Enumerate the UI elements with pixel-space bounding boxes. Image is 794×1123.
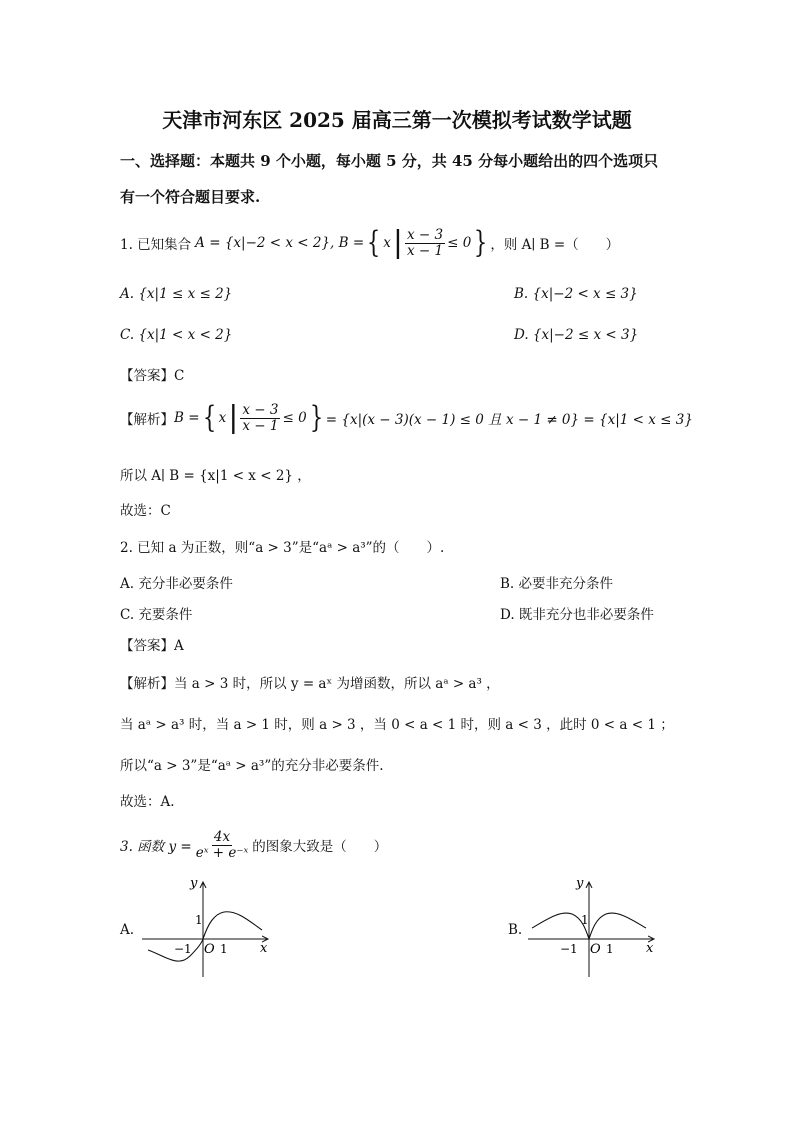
q1-stem: 1. 已知集合 A = {x|−2 < x < 2} , B = { x | $\frac{x - 3}{x - 1}$ ≤ 0 } ，则 A∣ B =（ ） — [120, 225, 620, 260]
q1-so: 所以 A∣ B = {x|1 < x < 2} ， — [120, 468, 311, 484]
q2-answer: 【答案】A — [120, 638, 184, 654]
q1-analysis-rest: = {x|(x − 3)(x − 1) ≤ 0 且 x − 1 ≠ 0} = {x|1 < x ≤ 3} — [325, 412, 693, 428]
q2-stem: 2. 已知 a 为正数，则“a > 3”是“aᵃ > a³”的（ ）. — [120, 540, 445, 556]
graph-b — [526, 872, 662, 982]
q2-analysis-line1: 【解析】当 a > 3 时，所以 y = aˣ 为增函数，所以 aᵃ > a³ ， — [120, 676, 500, 692]
q1-analysis-tail: ≤ 0 — [282, 410, 307, 426]
q1-suffix: ，则 A∣ B =（ ） — [490, 237, 620, 253]
page-title: 天津市河东区 2025 届高三第一次模拟考试数学试题 — [162, 108, 632, 132]
graph-b-ylabel: y — [576, 876, 584, 891]
bar: | — [392, 225, 403, 260]
graph-b-tick-xneg1: −1 — [560, 942, 578, 956]
graph-a-label: A. — [120, 922, 135, 938]
right-brace: } — [474, 225, 488, 260]
q1-setB-head: , B = — [330, 235, 365, 251]
q2-option-a: A. 充分非必要条件 — [120, 576, 233, 592]
q1-option-d: D. {x|−2 ≤ x < 3} — [514, 327, 639, 343]
q3-suffix: 的图象大致是（ ） — [252, 839, 388, 855]
q3-frac-den: eˣ + e⁻ˣ — [195, 844, 249, 861]
q1-setA: A = {x|−2 < x < 2} — [195, 235, 331, 251]
graph-a-tick-xneg1: −1 — [174, 942, 192, 956]
graph-a — [140, 872, 280, 982]
graph-a-origin: O — [204, 942, 215, 957]
graph-a-tick-y1: 1 — [195, 913, 203, 927]
q1-prefix: 1. 已知集合 — [120, 237, 192, 253]
q2-analysis-line3: 所以“a > 3”是“aᵃ > a³”的充分非必要条件. — [120, 758, 384, 774]
q2-option-d: D. 既非充分也非必要条件 — [500, 607, 654, 623]
q1-analysis-lhs: B = — [174, 410, 200, 426]
q1-analysis: 【解析】 B = { x | $\frac{x - 3}{x - 1}$ ≤ 0 } = {x|(x − 3)(x − 1) ≤ 0 且 x − 1 ≠ 0} = {x|1 < x ≤ 3} — [120, 400, 693, 435]
graph-a-ylabel: y — [190, 876, 198, 891]
q2-option-b: B. 必要非充分条件 — [500, 576, 614, 592]
section-heading-line1: 一、选择题：本题共 9 个小题，每小题 5 分，共 45 分每小题给出的四个选项只 — [120, 152, 659, 170]
q2-analysis-line2: 当 aᵃ > a³ 时，当 a > 1 时，则 a > 3 ，当 0 < a < 1 时，则 a < 3 ，此时 0 < a < 1 ； — [120, 717, 674, 733]
q1-frac-num: x − 3 — [406, 226, 444, 243]
graph-b-tick-x1: 1 — [606, 942, 614, 956]
graph-b-xlabel: x — [646, 941, 654, 956]
q1-choose: 故选：C — [120, 503, 171, 519]
bar: | — [228, 400, 239, 435]
q3-fraction — [194, 830, 251, 861]
q1-analysis-fraction — [240, 403, 280, 434]
q2-choose: 故选：A. — [120, 794, 175, 810]
section-heading-line2: 有一个符合题目要求. — [120, 188, 261, 206]
q1-analysis-label: 【解析】 — [120, 412, 174, 428]
left-brace: { — [367, 225, 381, 260]
q1-option-c: C. {x|1 < x < 2} — [120, 327, 233, 343]
q1-answer: 【答案】C — [120, 368, 185, 384]
q2-option-c: C. 充要条件 — [120, 607, 193, 623]
graph-a-xlabel: x — [260, 941, 268, 956]
graph-b-tick-y1: 1 — [581, 913, 589, 927]
q1-analysis-frac-num: x − 3 — [242, 401, 279, 418]
q1-frac-den: x − 1 — [406, 242, 444, 259]
q1-option-a: A. {x|1 ≤ x ≤ 2} — [120, 286, 233, 302]
q1-analysis-frac-den: x − 1 — [242, 417, 279, 434]
graph-b-origin: O — [590, 942, 601, 957]
q3-stem — [120, 826, 387, 864]
graph-a-tick-x1: 1 — [220, 942, 228, 956]
q1-fraction — [405, 228, 445, 259]
graph-b-label: B. — [508, 922, 523, 938]
right-brace: } — [309, 400, 323, 435]
q1-option-b: B. {x|−2 < x ≤ 3} — [514, 286, 638, 302]
q1-setB-tail: ≤ 0 — [447, 235, 472, 251]
q3-prefix: 3. 函数 y = — [120, 839, 192, 855]
left-brace: { — [202, 400, 216, 435]
q3-frac-num: 4x — [213, 828, 231, 845]
